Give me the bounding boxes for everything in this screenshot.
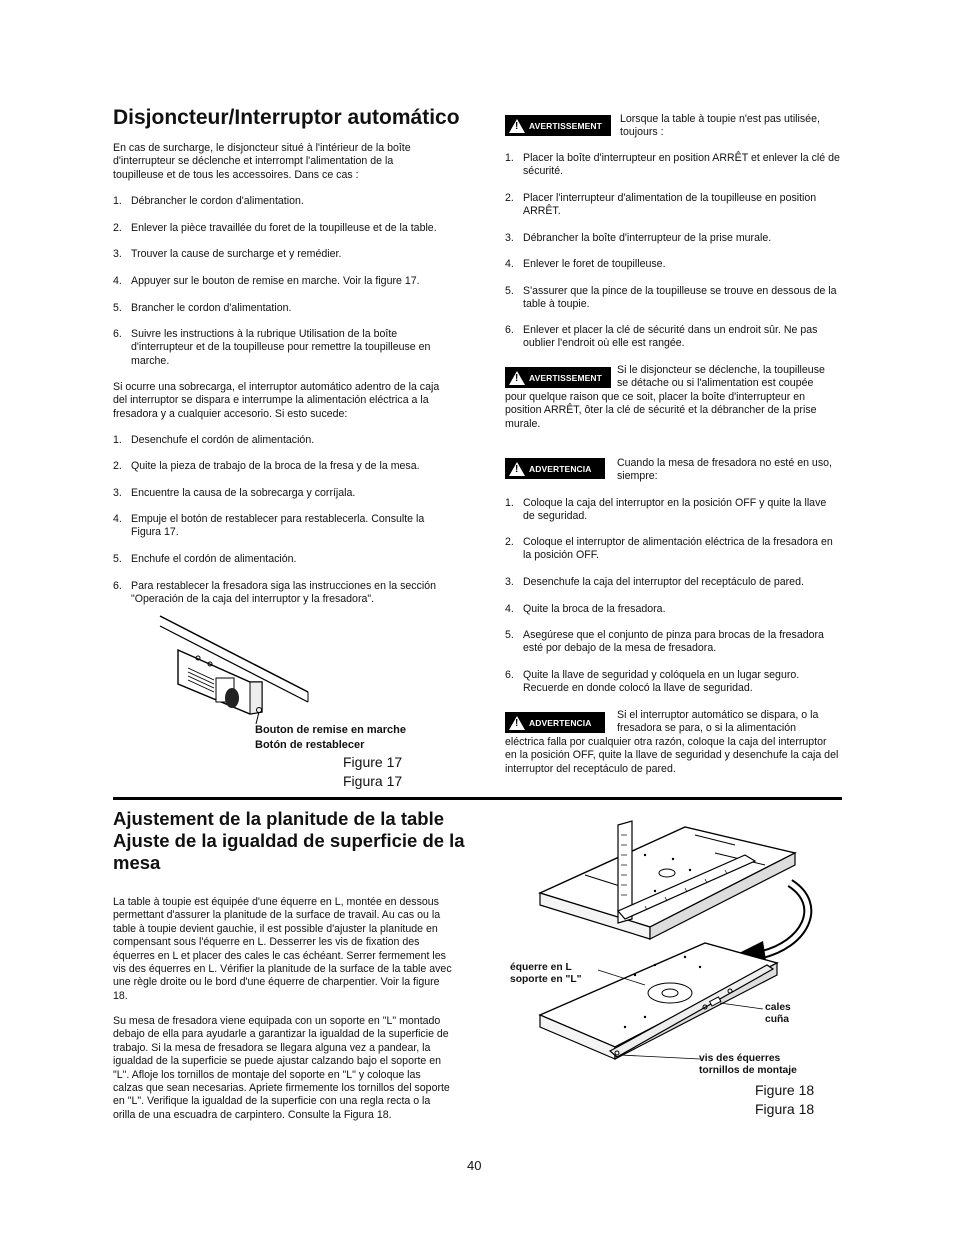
- list-item: [505, 603, 840, 616]
- intro-es: Si ocurre una sobrecarga, el interruptor automático adentro de la caja del interruptor se dispara e interrumpe la alimentación eléctrica a la fresadora y a cualquier accesorio. Si esto sucede:: [113, 381, 440, 420]
- badge-label: AVERTISSEMENT: [529, 120, 602, 131]
- list-item-number: 6.: [113, 328, 122, 340]
- fig18-label-screws-es: tornillos de montaje: [699, 1065, 797, 1076]
- warning-2-text-a: Si le disjoncteur se déclenche, la toupilleuse se détache ou si l'alimentation est coupée: [617, 364, 825, 390]
- fig18-label-screws-fr: vis des équerres: [699, 1053, 781, 1064]
- list-item-text: Brancher le cordon d'alimentation.: [131, 302, 292, 314]
- list-item-text: Débrancher le cordon d'alimentation.: [131, 195, 304, 207]
- list-item-text: Enlever et placer la clé de sécurité dans un endroit sûr. Ne pas oublier l'endroit où elle est rangée.: [523, 324, 818, 350]
- list-item: [505, 324, 840, 351]
- flatness-para-fr: La table à toupie est équipée d'une équerre en L, montée en dessous permettant d'assurer la planitude de la surface de travail. Au cas ou la table à toupie devient gauchie, il est possible d'ajuster la planitude en compensant sous l'équerre en L. Desserrer les vis de fixation des équerres en L et placer des cales le cas échéant. Serrer fermement les vis des équerres en L. Vérifier la planitude de la surface de la table avec une règle droite ou le bord d'une équerre de charpentier. Voir la figure 18.: [113, 896, 452, 1002]
- list-item-number: 5.: [113, 553, 122, 565]
- list-item-text: Trouver la cause de surcharge et y remédier.: [131, 248, 342, 260]
- warning-badge-3: [505, 458, 605, 479]
- warning-2-text-b: pour quelque raison que ce soit, placer la boîte d'interrupteur en position ARRÊT, ôter la clé de sécurité et la débrancher de la prise murale.: [505, 391, 817, 430]
- list-item: [113, 487, 453, 500]
- list-item-number: 4.: [113, 513, 122, 525]
- list-item: [505, 152, 840, 179]
- list-item-number: 4.: [505, 258, 514, 270]
- list-item: [113, 275, 443, 288]
- list-item-number: 6.: [505, 669, 514, 681]
- warning-icon: !: [509, 119, 525, 133]
- fig18-label-shims-fr: cales: [765, 1002, 791, 1013]
- warning-1-text: Lorsque la table à toupie n'est pas utilisée, toujours :: [620, 113, 820, 139]
- list-item-number: 6.: [113, 580, 122, 592]
- badge-label: AVERTISSEMENT: [529, 372, 602, 383]
- page-number: 40: [467, 1158, 482, 1173]
- list-item-text: Coloque la caja del interruptor en la posición OFF y quite la llave de seguridad.: [523, 497, 827, 523]
- list-item-text: Quite la broca de la fresadora.: [523, 603, 666, 615]
- list-item: [505, 232, 840, 245]
- figure-18-illustration: [505, 815, 840, 1085]
- list-item-text: Quite la pieza de trabajo de la broca de la fresa y de la mesa.: [131, 460, 420, 472]
- list-item-number: 3.: [505, 232, 514, 244]
- heading-fr: Ajustement de la planitude de la table: [113, 808, 445, 829]
- list-item-text: Encuentre la causa de la sobrecarga y corríjala.: [131, 487, 356, 499]
- list-item: [113, 222, 443, 235]
- list-item: [113, 434, 453, 447]
- list-item-number: 2.: [505, 536, 514, 548]
- list-item-text: Desenchufe la caja del interruptor del receptáculo de pared.: [523, 576, 804, 588]
- flatness-para-es: Su mesa de fresadora viene equipada con un soporte en "L" montado debajo de ella para ayudarle a garantizar la igualdad de la superficie de trabajo. Si la mesa de fresadora se llegara alguna vez a pandear, la igualdad de la superficie se puede ajustar calzando bajo el soporte en "L". Afloje los tornillos de montaje del soporte en "L" y coloque las calzas que sean necesarias. Apriete firmemente los tornillos del soporte en "L". Verifique la igualdad de la superficie con una regla recta o la orilla de una escuadra de carpintero. Consulte la Figura 18.: [113, 1015, 450, 1121]
- figure-17-illustration: [150, 612, 320, 724]
- fig17-label-es: Botón de restablecer: [255, 739, 365, 751]
- fig18-label-bracket-fr: équerre en L: [510, 962, 572, 973]
- warning-badge-1: [505, 115, 611, 136]
- warning-3-text: Cuando la mesa de fresadora no esté en uso, siempre:: [617, 457, 832, 483]
- list-item-number: 1.: [505, 497, 514, 509]
- list-item-number: 1.: [113, 434, 122, 446]
- list-item: [113, 553, 453, 566]
- heading-es: Ajuste de la igualdad de superficie de la mesa: [113, 830, 465, 873]
- list-item-text: Enchufe el cordón de alimentación.: [131, 553, 297, 565]
- list-item-number: 2.: [505, 192, 514, 204]
- list-item-text: Enlever le foret de toupilleuse.: [523, 258, 666, 270]
- badge-label: ADVERTENCIA: [529, 463, 592, 474]
- fig17-caption-es: Figura 17: [343, 773, 403, 789]
- list-item: [505, 258, 840, 271]
- list-item: [113, 580, 453, 607]
- list-item-text: S'assurer que la pince de la toupilleuse se trouve en dessous de la table à toupie.: [523, 285, 837, 311]
- warning-icon: !: [509, 371, 525, 385]
- list-item-number: 3.: [113, 487, 122, 499]
- list-item: [505, 192, 840, 219]
- list-item-number: 5.: [113, 302, 122, 314]
- list-item-number: 2.: [113, 222, 122, 234]
- list-item: [113, 195, 443, 208]
- list-item: [113, 302, 443, 315]
- section-divider: [113, 797, 842, 800]
- list-item: [505, 497, 840, 524]
- list-item: [113, 328, 443, 368]
- list-item-text: Placer l'interrupteur d'alimentation de la toupilleuse en position ARRÊT.: [523, 192, 817, 218]
- section-title: Disjoncteur/Interruptor automático: [113, 106, 460, 129]
- list-item-text: Empuje el botón de restablecer para restablecerla. Consulte la Figura 17.: [131, 513, 425, 539]
- fig18-caption-fr: Figure 18: [755, 1082, 815, 1098]
- badge-label: ADVERTENCIA: [529, 717, 592, 728]
- intro-fr: En cas de surcharge, le disjoncteur situé à l'intérieur de la boîte d'interrupteur se déclenche et interrompt l'alimentation de la toupilleuse et de tous les accessoires. Dans ce cas :: [113, 142, 411, 181]
- list-item-text: Coloque el interruptor de alimentación eléctrica de la fresadora en la posición OFF.: [523, 536, 833, 562]
- list-item-number: 3.: [113, 248, 122, 260]
- list-item-number: 5.: [505, 285, 514, 297]
- fig17-caption-fr: Figure 17: [343, 754, 403, 770]
- list-item-text: Débrancher la boîte d'interrupteur de la prise murale.: [523, 232, 772, 244]
- warning-badge-2: [505, 367, 611, 388]
- list-item: [505, 669, 840, 696]
- list-item-number: 5.: [505, 629, 514, 641]
- flatness-heading: [113, 808, 473, 874]
- fig18-caption-es: Figura 18: [755, 1101, 815, 1117]
- fig17-label-fr: Bouton de remise en marche: [255, 724, 406, 736]
- fig18-label-bracket-es: soporte en "L": [510, 974, 582, 985]
- list-item-text: Quite la llave de seguridad y colóquela en un lugar seguro. Recuerde en donde colocó la llave de seguridad.: [523, 669, 800, 695]
- list-item-text: Appuyer sur le bouton de remise en marche. Voir la figure 17.: [131, 275, 420, 287]
- warning-4-text-b: eléctrica falla por cualquier otra razón, coloque la caja del interruptor en la posición OFF, quite la llave de seguridad y desenchufe la caja del interruptor del receptáculo de pared.: [505, 736, 839, 775]
- list-item: [113, 513, 453, 540]
- list-item-number: 1.: [113, 195, 122, 207]
- warning-badge-4: [505, 712, 605, 733]
- list-item-number: 3.: [505, 576, 514, 588]
- list-item: [505, 536, 840, 563]
- fig18-label-shims-es: cuña: [765, 1014, 790, 1025]
- list-item-number: 2.: [113, 460, 122, 472]
- list-item-number: 1.: [505, 152, 514, 164]
- list-item-text: Asegúrese que el conjunto de pinza para brocas de la fresadora esté por debajo de la mesa de fresadora.: [523, 629, 824, 655]
- list-item-text: Desenchufe el cordón de alimentación.: [131, 434, 315, 446]
- list-item: [505, 285, 840, 312]
- list-item-text: Para restablecer la fresadora siga las instrucciones en la sección "Operación de la caja del interruptor y la fresadora".: [131, 580, 437, 606]
- list-item-number: 4.: [505, 603, 514, 615]
- list-item-text: Suivre les instructions à la rubrique Utilisation de la boîte d'interrupteur et de la toupilleuse pour remettre la toupilleuse en marche.: [131, 328, 431, 367]
- warning-4-text-a: Si el interruptor automático se dispara, o la fresadora se para, o si la alimentación: [617, 709, 819, 735]
- list-item: [505, 629, 840, 656]
- list-item: [505, 576, 840, 589]
- list-item-text: Placer la boîte d'interrupteur en position ARRÊT et enlever la clé de sécurité.: [523, 152, 840, 178]
- warning-icon: !: [509, 716, 525, 730]
- warning-icon: !: [509, 462, 525, 476]
- list-item-text: Enlever la pièce travaillée du foret de la toupilleuse et de la table.: [131, 222, 437, 234]
- list-item-number: 4.: [113, 275, 122, 287]
- list-item-number: 6.: [505, 324, 514, 336]
- list-item: [113, 248, 443, 261]
- list-item: [113, 460, 453, 473]
